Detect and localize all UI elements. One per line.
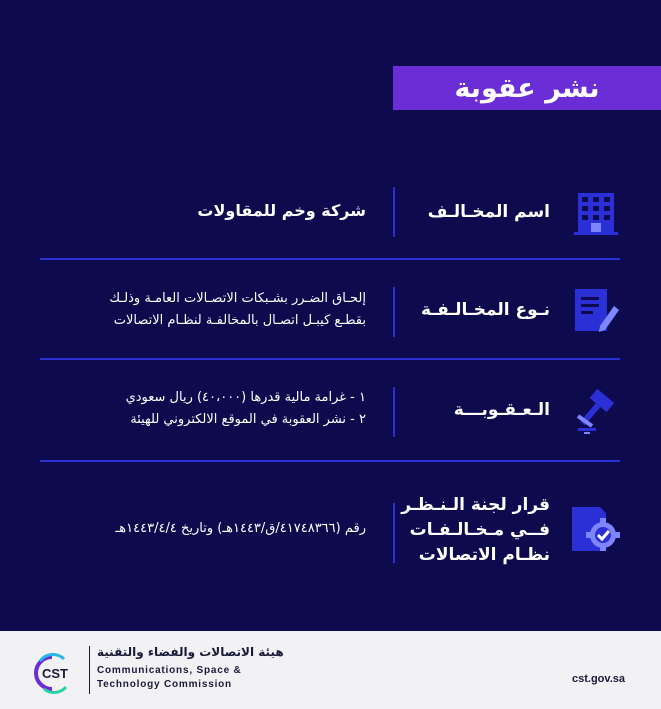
footer [0, 631, 661, 709]
violation-type-label: نـوع المخـالـفـة [421, 300, 550, 320]
commission-name-english-line-1: Communications, Space & [97, 665, 242, 676]
violation-type-line-2: بقطـع كيبـل اتصـال بالمخالفـة لنظـام الاتصالات [113, 313, 366, 328]
website-link[interactable]: cst.gov.sa [572, 673, 625, 685]
penalty-label: الـعـقـوبـــة [453, 400, 550, 420]
commission-name-arabic: هيئة الاتصالات والفضاء والتقنية [97, 645, 284, 659]
row-separator-vertical [393, 503, 395, 563]
document-pen-icon [570, 286, 622, 336]
logo-text: CST [42, 666, 68, 681]
page-title: نشر عقوبة [454, 72, 600, 104]
row-separator-vertical [393, 187, 395, 237]
committee-label-line-1: قرار لجنة الـنـظـر [401, 495, 550, 515]
row-separator-vertical [393, 287, 395, 337]
building-icon [570, 189, 622, 239]
decision-number-value: رقم (٤١٧٤٨٣٦٦/ق/١٤٤٣هـ) وتاريخ ١٤٤٣/٤/٤هـ [115, 521, 366, 536]
row-divider [40, 460, 620, 462]
page-title-box [393, 66, 661, 110]
penalty-line-1: ١ - غرامة مالية قدرها (٤٠،٠٠٠) ريال سعودي [125, 390, 366, 405]
committee-label-line-3: نظـام الاتصالات [418, 545, 550, 565]
row-divider [40, 358, 620, 360]
violation-type-line-1: إلحـاق الضـرر بشـبكات الاتصـالات العامـة وذلـك [109, 291, 366, 306]
row-separator-vertical [393, 387, 395, 437]
row-divider [40, 258, 620, 260]
commission-name-english-line-2: Technology Commission [97, 679, 232, 690]
gear-check-icon [570, 505, 622, 555]
footer-separator [89, 646, 90, 694]
violator-name-label: اسم المخـالـف [427, 202, 550, 222]
penalty-line-2: ٢ - نشر العقوبة في الموقع الالكتروني للهيئة [130, 412, 366, 427]
cst-logo [32, 651, 82, 695]
committee-label-line-2: فــي مـخـالـفـات [409, 520, 550, 540]
gavel-icon [570, 386, 622, 436]
violator-name-value: شركة وخم للمقاولات [197, 201, 366, 220]
